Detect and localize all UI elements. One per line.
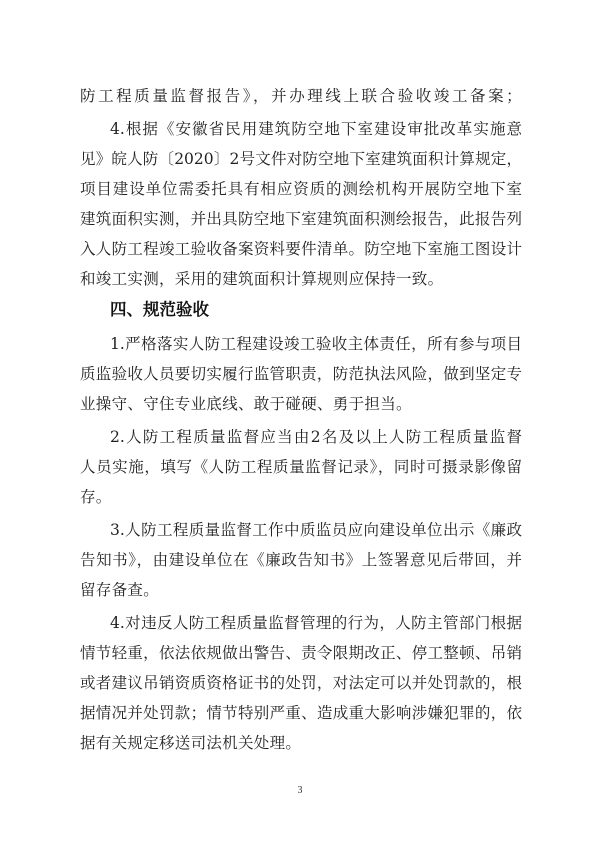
text-line: 质监验收人员要切实履行监管职责，防范执法风险，做到坚定专	[80, 365, 522, 383]
text-line: 防工程质量监督报告》，并办理线上联合验收竣工备案；	[80, 87, 522, 105]
text-line: 建筑面积实测，并出具防空地下室建筑面积测绘报告，此报告列	[80, 210, 522, 228]
text-line: 存。	[80, 488, 112, 506]
page-number: 3	[297, 785, 303, 796]
text-line: 和竣工实测，采用的建筑面积计算规则应保持一致。	[80, 270, 444, 288]
text-line: 4.对违反人防工程质量监督管理的行为，人防主管部门根据	[110, 614, 522, 632]
text-line: 见》皖人防〔2020〕2号文件对防空地下室建筑面积计算规定，	[80, 150, 522, 168]
paragraph	[80, 608, 522, 758]
paragraph	[80, 81, 522, 111]
paragraph	[80, 515, 522, 605]
paragraph	[80, 422, 522, 512]
text-line: 3.人防工程质量监督工作中质监员应向建设单位出示《廉政	[110, 521, 522, 539]
text-line: 留存备查。	[80, 581, 160, 599]
text-line: 人员实施，填写《人防工程质量监督记录》，同时可摄录影像留	[80, 458, 522, 476]
section-heading: 四、规范验收	[110, 300, 209, 319]
text-line: 情节轻重，依法依规做出警告、责令限期改正、停工整顿、吊销	[80, 644, 522, 662]
text-line: 据有关规定移送司法机关处理。	[80, 734, 302, 752]
text-line: 告知书》，由建设单位在《廉政告知书》上签署意见后带回，并	[80, 551, 522, 569]
text-line: 据情况并处罚款；情节特别严重、造成重大影响涉嫌犯罪的，依	[80, 704, 522, 722]
text-line: 业操守、守住专业底线、敢于碰硬、勇于担当。	[80, 395, 412, 413]
text-line: 项目建设单位需委托具有相应资质的测绘机构开展防空地下室	[80, 180, 522, 198]
text-line: 4.根据《安徽省民用建筑防空地下室建设审批改革实施意	[110, 120, 522, 138]
text-line: 2.人防工程质量监督应当由2名及以上人防工程质量监督	[110, 428, 522, 446]
paragraph	[80, 329, 522, 419]
document-body	[80, 78, 522, 758]
paragraph	[80, 114, 522, 294]
text-line: 1.严格落实人防工程建设竣工验收主体责任，所有参与项目	[110, 335, 522, 353]
text-line: 入人防工程竣工验收备案资料要件清单。防空地下室施工图设计	[80, 240, 522, 258]
text-line: 或者建议吊销资质资格证书的处罚，对法定可以并处罚款的，根	[80, 674, 522, 692]
